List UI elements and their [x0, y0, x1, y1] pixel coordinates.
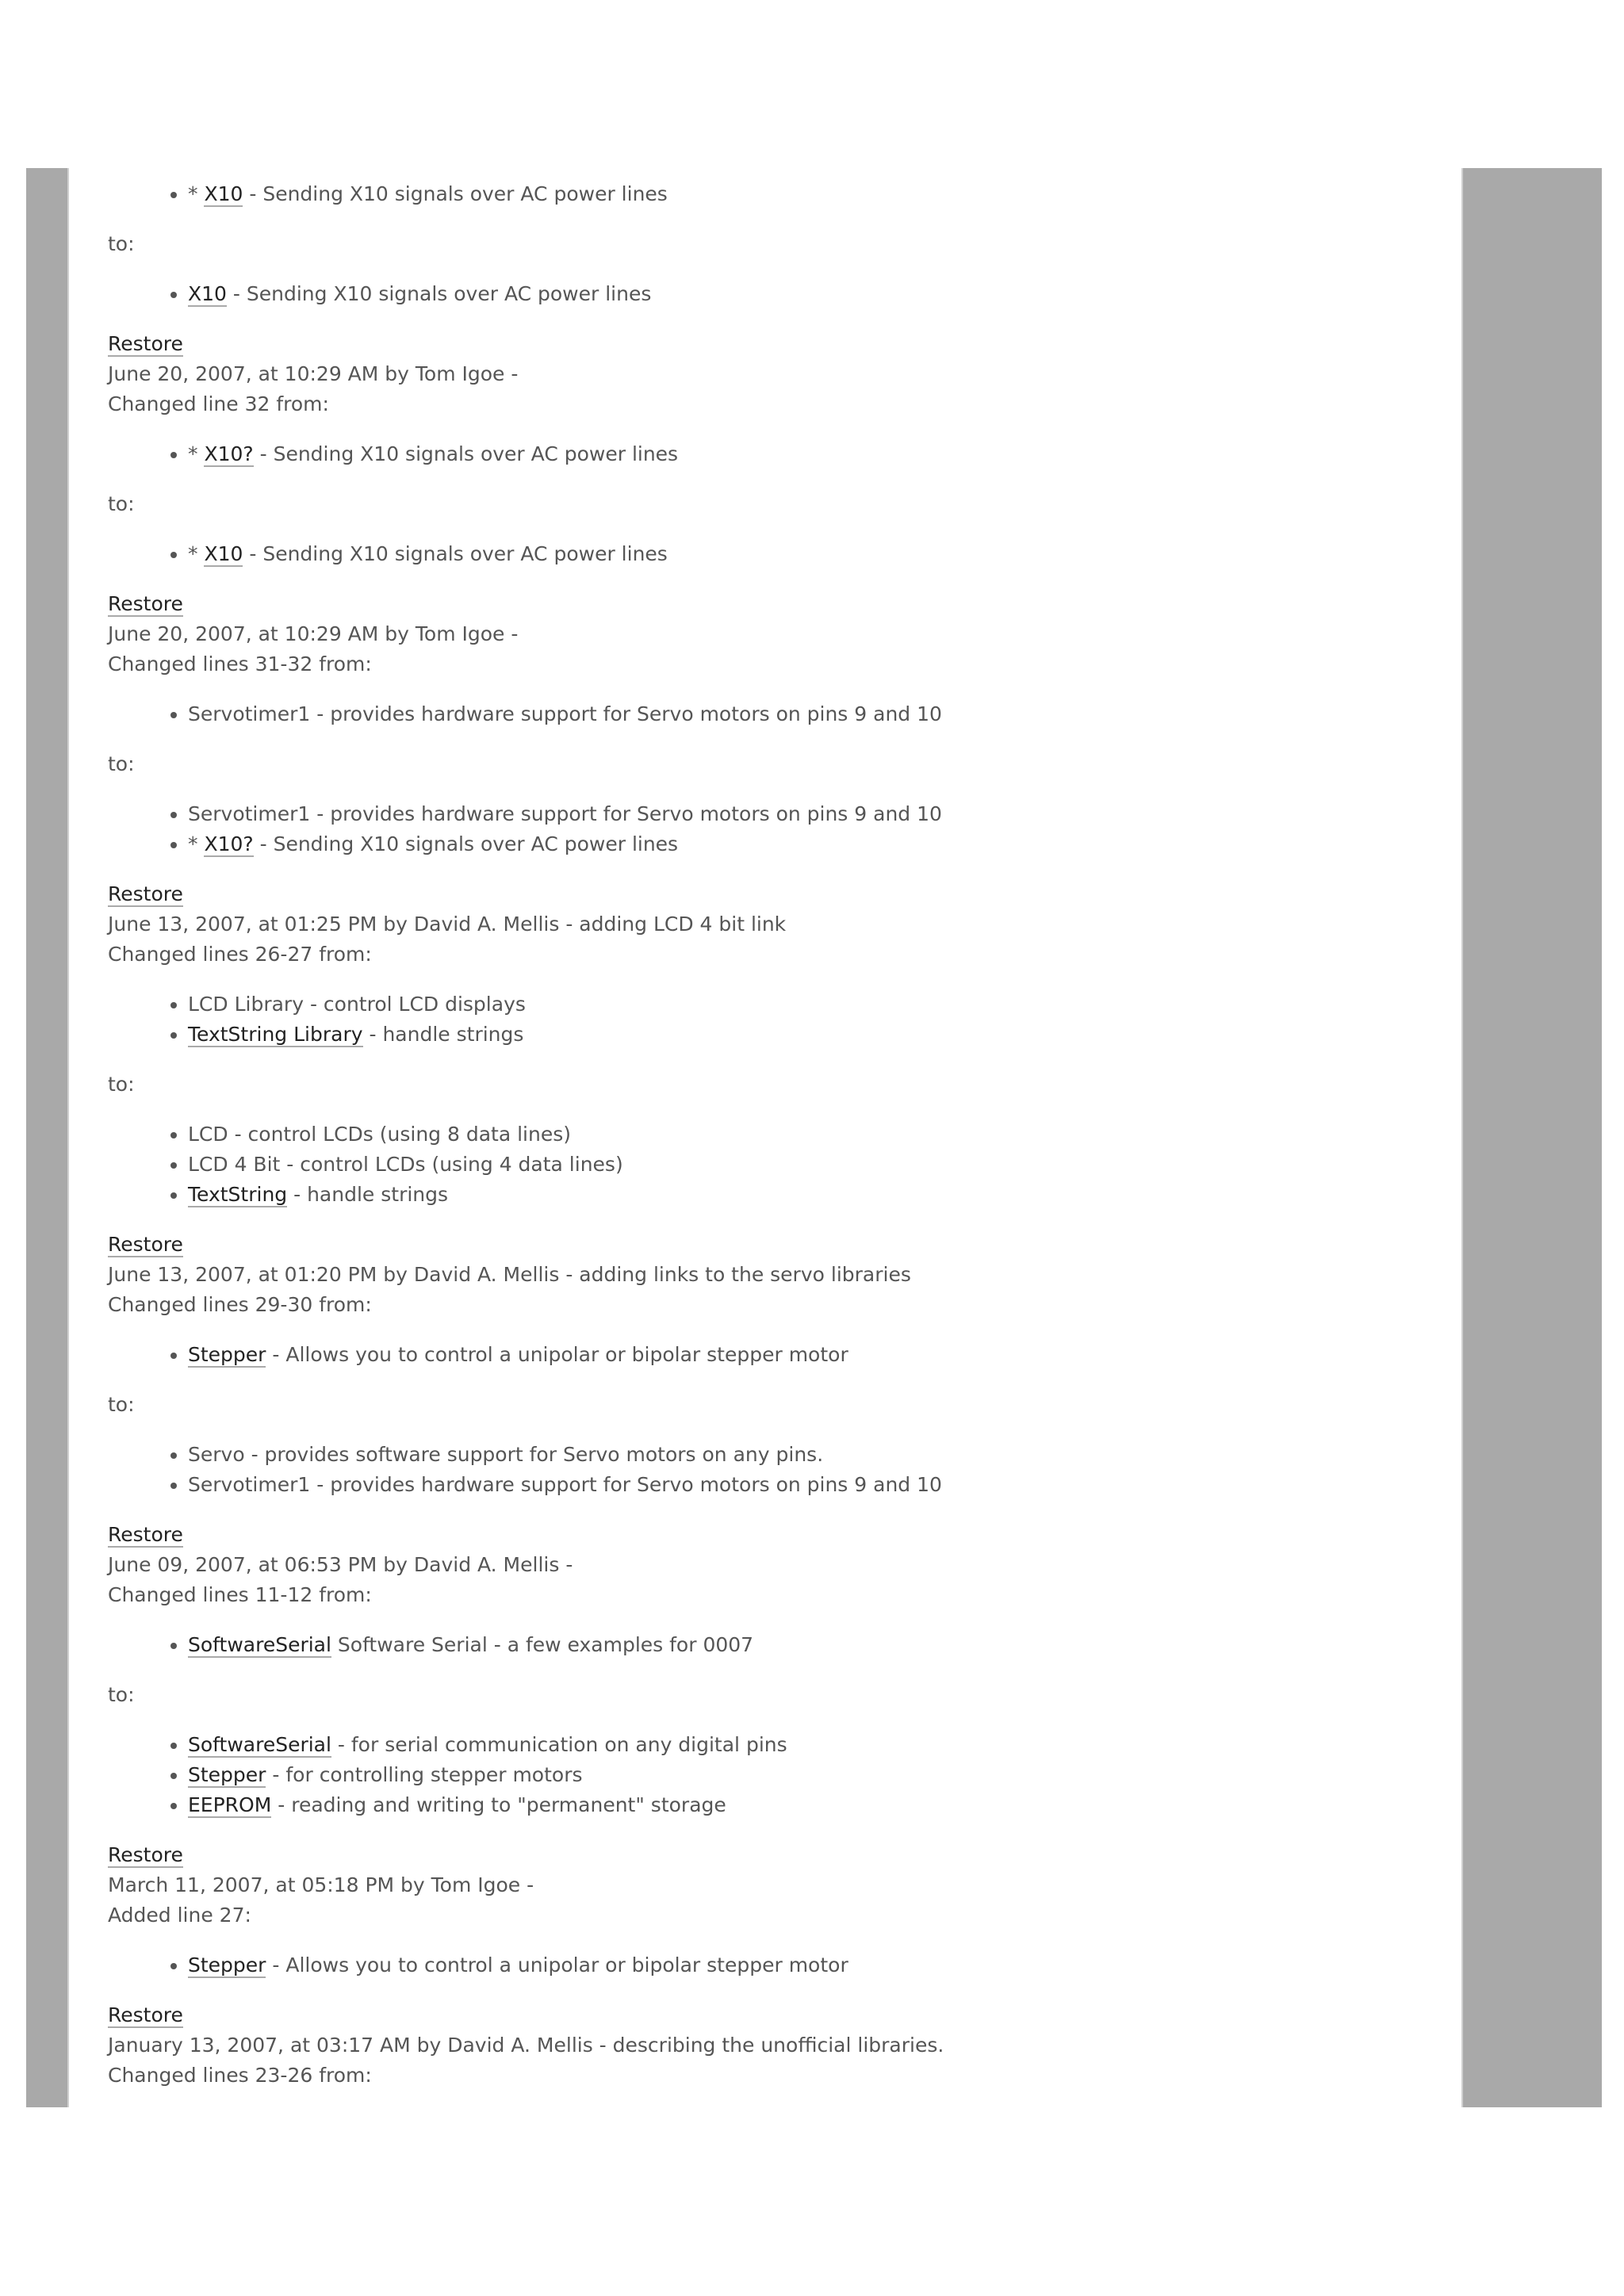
revision-header: [108, 879, 1440, 970]
diff-to-label: to:: [108, 232, 135, 255]
line-prefix: *: [188, 442, 205, 465]
diff-line-list: [108, 1119, 1440, 1210]
revision-header: [108, 1230, 1440, 1320]
line-text: LCD Library - control LCD displays: [188, 993, 526, 1016]
line-text: - Sending X10 signals over AC power lines: [226, 282, 652, 305]
revision-author-line: June 13, 2007, at 01:20 PM by David A. Mellis - adding links to the servo libraries: [108, 1263, 911, 1286]
library-link[interactable]: SoftwareSerial: [188, 1733, 331, 1756]
diff-line-list: [108, 1630, 1440, 1660]
line-text: - handle strings: [362, 1023, 524, 1046]
diff-to-label: to:: [108, 1073, 135, 1096]
diff-line-item: [188, 439, 1440, 469]
library-link[interactable]: X10: [204, 182, 243, 205]
diff-line-list: [108, 799, 1440, 859]
restore-link[interactable]: Restore: [108, 1233, 183, 1256]
library-link[interactable]: TextString: [188, 1183, 288, 1206]
restore-row: [108, 589, 1440, 619]
revision-header: [108, 329, 1440, 419]
revision-change-line: Changed lines 31-32 from:: [108, 652, 372, 675]
diff-to-label: to:: [108, 1683, 135, 1706]
diff-line-item: [188, 799, 1440, 829]
line-text: - Sending X10 signals over AC power lines: [253, 832, 679, 855]
library-link[interactable]: X10: [188, 282, 227, 305]
revision-change-line: Changed line 32 from:: [108, 392, 329, 415]
page-history-content: [108, 179, 1440, 2110]
restore-link[interactable]: Restore: [108, 1843, 183, 1866]
revision-change-line: Added line 27:: [108, 1904, 251, 1927]
diff-line-item: [188, 1180, 1440, 1210]
diff-line-item: [188, 1760, 1440, 1790]
restore-link[interactable]: Restore: [108, 1523, 183, 1546]
diff-line-item: [188, 1150, 1440, 1180]
left-margin-bar: [26, 168, 69, 2107]
diff-line-item: [188, 699, 1440, 729]
diff-line-list: [108, 699, 1440, 729]
revision-author-line: January 13, 2007, at 03:17 AM by David A. Mellis - describing the unofficial libraries.: [108, 2034, 944, 2057]
library-link[interactable]: EEPROM: [188, 1793, 272, 1816]
diff-line-item: [188, 539, 1440, 569]
library-link[interactable]: X10?: [204, 832, 254, 855]
diff-line-item: [188, 1730, 1440, 1760]
revision-change-line: Changed lines 26-27 from:: [108, 943, 372, 966]
restore-link[interactable]: Restore: [108, 332, 183, 355]
library-link[interactable]: X10?: [204, 442, 254, 465]
revision-header: [108, 2000, 1440, 2091]
library-link[interactable]: X10: [204, 542, 243, 565]
revision-change-line: Changed lines 29-30 from:: [108, 1293, 372, 1316]
line-text: LCD 4 Bit - control LCDs (using 4 data lines): [188, 1153, 623, 1176]
revision-header: [108, 1520, 1440, 1610]
restore-link[interactable]: Restore: [108, 592, 183, 615]
diff-to-label: to:: [108, 492, 135, 515]
line-text: - Allows you to control a unipolar or bipolar stepper motor: [266, 1954, 848, 1976]
line-prefix: *: [188, 832, 205, 855]
restore-row: [108, 329, 1440, 359]
line-text: LCD - control LCDs (using 8 data lines): [188, 1123, 571, 1146]
restore-link[interactable]: Restore: [108, 882, 183, 905]
restore-row: [108, 1840, 1440, 1870]
library-link[interactable]: TextString Library: [188, 1023, 363, 1046]
revision-history-list: [108, 179, 1440, 2091]
revision-change-line: Changed lines 23-26 from:: [108, 2064, 372, 2087]
restore-row: [108, 1230, 1440, 1260]
revision-change-line: Changed lines 11-12 from:: [108, 1583, 372, 1606]
line-text: - Sending X10 signals over AC power lines: [243, 542, 668, 565]
diff-line-list: [108, 1340, 1440, 1370]
diff-line-list: [108, 439, 1440, 469]
revision-author-line: June 09, 2007, at 06:53 PM by David A. Mellis -: [108, 1553, 573, 1576]
restore-link[interactable]: Restore: [108, 2003, 183, 2026]
diff-line-list: [108, 179, 1440, 209]
diff-line-item: [188, 1440, 1440, 1470]
line-prefix: *: [188, 542, 205, 565]
line-prefix: *: [188, 182, 205, 205]
line-text: - for controlling stepper motors: [266, 1763, 583, 1786]
line-text: Servotimer1 - provides hardware support for Servo motors on pins 9 and 10: [188, 802, 942, 825]
line-text: Servotimer1 - provides hardware support for Servo motors on pins 9 and 10: [188, 1473, 942, 1496]
line-text: Servotimer1 - provides hardware support for Servo motors on pins 9 and 10: [188, 702, 942, 725]
diff-line-list: [108, 1730, 1440, 1820]
diff-line-item: [188, 1790, 1440, 1820]
line-text: - Sending X10 signals over AC power lines: [253, 442, 679, 465]
library-link[interactable]: SoftwareSerial: [188, 1633, 331, 1656]
revision-author-line: June 20, 2007, at 10:29 AM by Tom Igoe -: [108, 362, 519, 385]
line-text: - Sending X10 signals over AC power lines: [243, 182, 668, 205]
diff-line-list: [108, 1440, 1440, 1500]
restore-row: [108, 2000, 1440, 2030]
restore-row: [108, 879, 1440, 909]
revision-author-line: March 11, 2007, at 05:18 PM by Tom Igoe -: [108, 1873, 534, 1896]
diff-line-item: [188, 829, 1440, 859]
diff-line-item: [188, 989, 1440, 1020]
revision-header: [108, 589, 1440, 679]
line-text: - for serial communication on any digital pins: [331, 1733, 787, 1756]
diff-line-list: [108, 989, 1440, 1050]
diff-line-list: [108, 539, 1440, 569]
line-text: Servo - provides software support for Servo motors on any pins.: [188, 1443, 824, 1466]
diff-to-label: to:: [108, 1393, 135, 1416]
revision-header: [108, 1840, 1440, 1931]
library-link[interactable]: Stepper: [188, 1954, 266, 1976]
line-text: Software Serial - a few examples for 0007: [331, 1633, 754, 1656]
library-link[interactable]: Stepper: [188, 1343, 266, 1366]
diff-line-item: [188, 1119, 1440, 1150]
diff-line-item: [188, 1950, 1440, 1980]
revision-author-line: June 13, 2007, at 01:25 PM by David A. Mellis - adding LCD 4 bit link: [108, 913, 787, 936]
diff-line-item: [188, 1470, 1440, 1500]
diff-to-label: to:: [108, 752, 135, 775]
diff-line-list: [108, 1950, 1440, 1980]
diff-line-list: [108, 279, 1440, 309]
diff-line-item: [188, 179, 1440, 209]
diff-line-item: [188, 279, 1440, 309]
diff-line-item: [188, 1020, 1440, 1050]
right-margin-bar: [1461, 168, 1602, 2107]
line-text: - Allows you to control a unipolar or bipolar stepper motor: [266, 1343, 848, 1366]
line-text: - reading and writing to "permanent" storage: [271, 1793, 726, 1816]
revision-author-line: June 20, 2007, at 10:29 AM by Tom Igoe -: [108, 622, 519, 645]
restore-row: [108, 1520, 1440, 1550]
library-link[interactable]: Stepper: [188, 1763, 266, 1786]
diff-line-item: [188, 1340, 1440, 1370]
diff-line-item: [188, 1630, 1440, 1660]
line-text: - handle strings: [287, 1183, 449, 1206]
